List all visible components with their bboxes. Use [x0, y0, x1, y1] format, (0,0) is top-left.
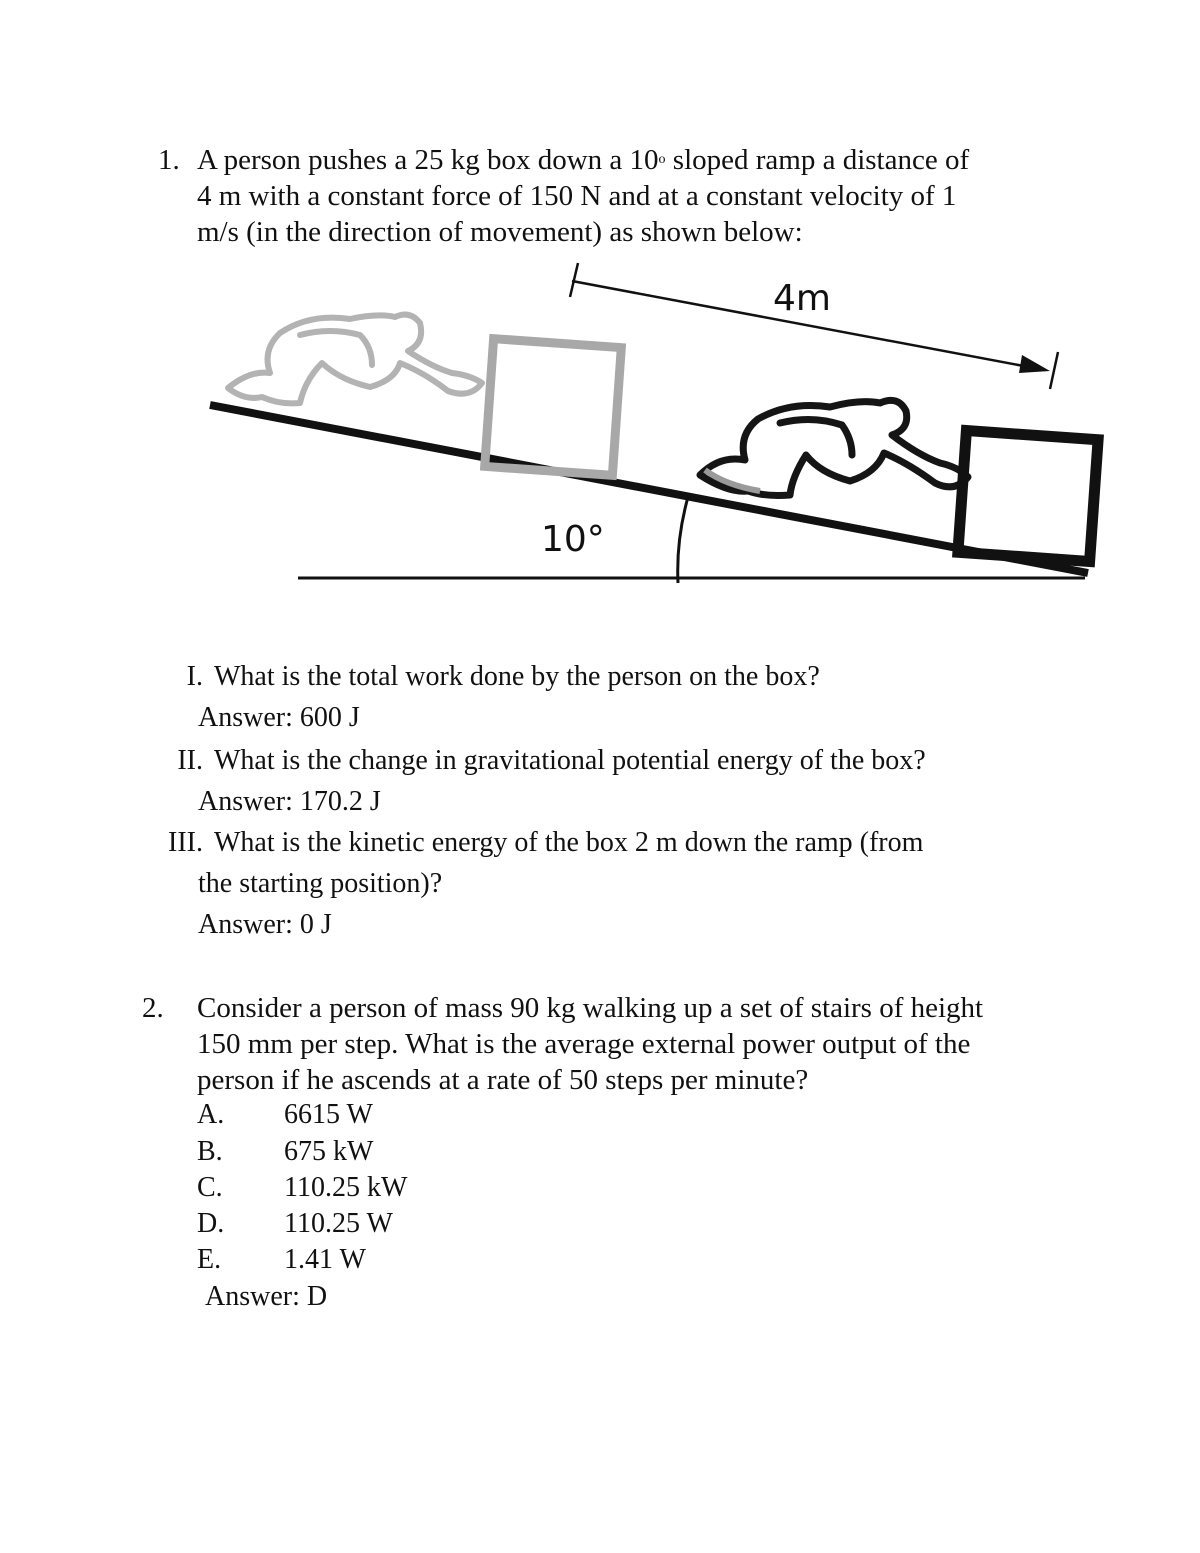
question-2-line-2: 150 mm per step. What is the average external power output of the: [197, 1028, 971, 1060]
question-2-answer: Answer: D: [205, 1281, 328, 1312]
question-2-line-3: person if he ascends at a rate of 50 steps per minute?: [197, 1064, 809, 1096]
box-dark: [958, 431, 1098, 562]
part-1-number: I.: [186, 661, 203, 692]
question-1-line-1-start: A person pushes a 25 kg box down a 10: [197, 144, 659, 176]
part-1-answer: Answer: 600 J: [198, 702, 360, 733]
box-faded: [485, 339, 622, 476]
person-pushing-dark: [700, 400, 968, 495]
part-3-answer: Answer: 0 J: [198, 909, 332, 940]
part-2-number: II.: [177, 745, 203, 776]
distance-arrow-head: [1019, 355, 1050, 373]
part-2-question: What is the change in gravitational potential energy of the box?: [214, 745, 926, 776]
degree-symbol: o: [658, 152, 666, 167]
angle-label: 10°: [541, 519, 605, 560]
option-b-letter: B.: [197, 1136, 223, 1167]
part-1-question: What is the total work done by the person on the box?: [214, 661, 820, 692]
question-1-number: 1.: [158, 144, 180, 176]
part-3-number: III.: [168, 827, 203, 858]
question-2-line-1: Consider a person of mass 90 kg walking up a set of stairs of height: [197, 992, 984, 1024]
option-b-value: 675 kW: [284, 1136, 374, 1167]
option-d-letter: D.: [197, 1208, 225, 1239]
option-a-letter: A.: [197, 1099, 225, 1130]
question-2-number: 2.: [142, 992, 164, 1024]
person-pushing-faded: [228, 315, 482, 404]
question-1-text: [197, 142, 1077, 250]
angle-arc: [678, 497, 688, 583]
option-c-letter: C.: [197, 1172, 223, 1203]
part-2-answer: Answer: 170.2 J: [198, 786, 381, 817]
option-d-value: 110.25 W: [284, 1208, 393, 1239]
option-e-letter: E.: [197, 1244, 222, 1275]
question-1-line-1-end: sloped ramp a distance of: [665, 144, 970, 176]
distance-label: 4m: [773, 278, 831, 319]
question-1-line-2: 4 m with a constant force of 150 N and at a constant velocity of 1: [197, 180, 957, 212]
option-a-value: 6615 W: [284, 1099, 373, 1130]
part-3-question-line-1: What is the kinetic energy of the box 2 m down the ramp (from: [214, 827, 924, 858]
option-c-value: 110.25 kW: [284, 1172, 408, 1203]
question-2-text: [197, 990, 1077, 1098]
distance-start-tick: [570, 263, 578, 297]
part-3-question-line-2: the starting position)?: [198, 868, 443, 899]
question-1-line-1: [197, 142, 1077, 178]
ramp-diagram: [0, 255, 1200, 595]
question-1-line-3: m/s (in the direction of movement) as shown below:: [197, 216, 803, 248]
option-e-value: 1.41 W: [284, 1244, 366, 1275]
distance-end-tick: [1050, 352, 1058, 389]
